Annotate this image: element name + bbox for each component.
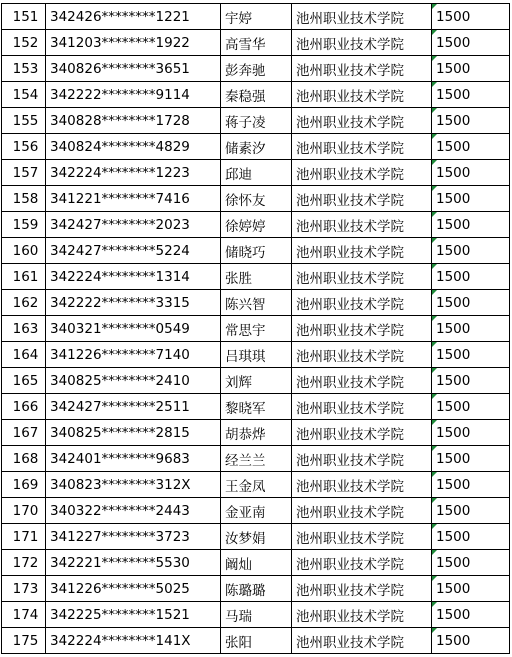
student-name-cell[interactable]: 张阳 xyxy=(221,628,292,654)
school-cell[interactable]: 池州职业技术学院 xyxy=(292,550,432,576)
student-name-cell[interactable]: 吕琪琪 xyxy=(221,342,292,368)
id-number-cell[interactable]: 340823********312X xyxy=(46,472,221,498)
student-name-cell[interactable]: 胡恭烨 xyxy=(221,420,292,446)
student-name-cell[interactable]: 秦稳强 xyxy=(221,82,292,108)
student-name-cell[interactable]: 金亚南 xyxy=(221,498,292,524)
id-number-cell[interactable]: 342222********9114 xyxy=(46,82,221,108)
student-name-cell[interactable]: 蒋子凌 xyxy=(221,108,292,134)
student-name-cell[interactable]: 储素汐 xyxy=(221,134,292,160)
id-number-cell[interactable]: 342224********1314 xyxy=(46,264,221,290)
school-cell[interactable]: 池州职业技术学院 xyxy=(292,30,432,56)
amount-cell[interactable]: 1500 xyxy=(432,82,510,108)
school-cell[interactable]: 池州职业技术学院 xyxy=(292,186,432,212)
id-number-cell[interactable]: 340824********4829 xyxy=(46,134,221,160)
amount-cell[interactable]: 1500 xyxy=(432,186,510,212)
amount-cell[interactable]: 1500 xyxy=(432,628,510,654)
table-row xyxy=(2,160,510,186)
row-index-cell[interactable]: 170 xyxy=(2,498,46,524)
table-row xyxy=(2,238,510,264)
row-index-cell[interactable]: 157 xyxy=(2,160,46,186)
table-row xyxy=(2,56,510,82)
amount-cell[interactable]: 1500 xyxy=(432,4,510,30)
row-index-cell[interactable]: 161 xyxy=(2,264,46,290)
id-number-cell[interactable]: 340321********0549 xyxy=(46,316,221,342)
table-row xyxy=(2,576,510,602)
row-index-cell[interactable]: 175 xyxy=(2,628,46,654)
id-number-cell[interactable]: 341203********1922 xyxy=(46,30,221,56)
amount-cell[interactable]: 1500 xyxy=(432,602,510,628)
student-name-cell[interactable]: 邱迪 xyxy=(221,160,292,186)
recipient-table-body xyxy=(2,4,510,654)
table-row xyxy=(2,446,510,472)
student-name-cell[interactable]: 阚灿 xyxy=(221,550,292,576)
row-index-cell[interactable]: 162 xyxy=(2,290,46,316)
table-row xyxy=(2,628,510,654)
table-row xyxy=(2,316,510,342)
amount-cell[interactable]: 1500 xyxy=(432,316,510,342)
school-cell[interactable]: 池州职业技术学院 xyxy=(292,628,432,654)
table-row xyxy=(2,30,510,56)
school-cell[interactable]: 池州职业技术学院 xyxy=(292,394,432,420)
id-number-cell[interactable]: 340825********2815 xyxy=(46,420,221,446)
school-cell[interactable]: 池州职业技术学院 xyxy=(292,446,432,472)
table-row xyxy=(2,602,510,628)
school-cell[interactable]: 池州职业技术学院 xyxy=(292,238,432,264)
recipient-table xyxy=(1,3,510,654)
school-cell[interactable]: 池州职业技术学院 xyxy=(292,290,432,316)
row-index-cell[interactable]: 152 xyxy=(2,30,46,56)
school-cell[interactable]: 池州职业技术学院 xyxy=(292,472,432,498)
table-row xyxy=(2,420,510,446)
row-index-cell[interactable]: 154 xyxy=(2,82,46,108)
id-number-cell[interactable]: 342427********2511 xyxy=(46,394,221,420)
student-name-cell[interactable]: 高雪华 xyxy=(221,30,292,56)
student-name-cell[interactable]: 经兰兰 xyxy=(221,446,292,472)
amount-cell[interactable]: 1500 xyxy=(432,290,510,316)
row-index-cell[interactable]: 159 xyxy=(2,212,46,238)
student-name-cell[interactable]: 王金凤 xyxy=(221,472,292,498)
table-row xyxy=(2,342,510,368)
row-index-cell[interactable]: 158 xyxy=(2,186,46,212)
school-cell[interactable]: 池州职业技术学院 xyxy=(292,420,432,446)
school-cell[interactable]: 池州职业技术学院 xyxy=(292,368,432,394)
table-row xyxy=(2,550,510,576)
amount-cell[interactable]: 1500 xyxy=(432,30,510,56)
row-index-cell[interactable]: 169 xyxy=(2,472,46,498)
table-row xyxy=(2,394,510,420)
id-number-cell[interactable]: 341227********3723 xyxy=(46,524,221,550)
school-cell[interactable]: 池州职业技术学院 xyxy=(292,82,432,108)
row-index-cell[interactable]: 151 xyxy=(2,4,46,30)
student-name-cell[interactable]: 张胜 xyxy=(221,264,292,290)
table-row xyxy=(2,264,510,290)
id-number-cell[interactable]: 342427********2023 xyxy=(46,212,221,238)
id-number-cell[interactable]: 342401********9683 xyxy=(46,446,221,472)
id-number-cell[interactable]: 342224********1223 xyxy=(46,160,221,186)
id-number-cell[interactable]: 342221********5530 xyxy=(46,550,221,576)
row-index-cell[interactable]: 166 xyxy=(2,394,46,420)
row-index-cell[interactable]: 172 xyxy=(2,550,46,576)
school-cell[interactable]: 池州职业技术学院 xyxy=(292,576,432,602)
amount-cell[interactable]: 1500 xyxy=(432,212,510,238)
id-number-cell[interactable]: 341226********5025 xyxy=(46,576,221,602)
amount-cell[interactable]: 1500 xyxy=(432,576,510,602)
school-cell[interactable]: 池州职业技术学院 xyxy=(292,342,432,368)
school-cell[interactable]: 池州职业技术学院 xyxy=(292,56,432,82)
table-row xyxy=(2,368,510,394)
student-name-cell[interactable]: 黎晓军 xyxy=(221,394,292,420)
row-index-cell[interactable]: 168 xyxy=(2,446,46,472)
amount-cell[interactable]: 1500 xyxy=(432,238,510,264)
id-number-cell[interactable]: 342224********141X xyxy=(46,628,221,654)
amount-cell[interactable]: 1500 xyxy=(432,108,510,134)
school-cell[interactable]: 池州职业技术学院 xyxy=(292,602,432,628)
amount-cell[interactable]: 1500 xyxy=(432,134,510,160)
amount-cell[interactable]: 1500 xyxy=(432,342,510,368)
school-cell[interactable]: 池州职业技术学院 xyxy=(292,498,432,524)
amount-cell[interactable]: 1500 xyxy=(432,394,510,420)
id-number-cell[interactable]: 342426********1221 xyxy=(46,4,221,30)
table-row xyxy=(2,4,510,30)
table-row xyxy=(2,472,510,498)
amount-cell[interactable]: 1500 xyxy=(432,498,510,524)
id-number-cell[interactable]: 340825********2410 xyxy=(46,368,221,394)
amount-cell[interactable]: 1500 xyxy=(432,160,510,186)
school-cell[interactable]: 池州职业技术学院 xyxy=(292,108,432,134)
table-row xyxy=(2,108,510,134)
row-index-cell[interactable]: 173 xyxy=(2,576,46,602)
row-index-cell[interactable]: 160 xyxy=(2,238,46,264)
student-name-cell[interactable]: 彭奔驰 xyxy=(221,56,292,82)
school-cell[interactable]: 池州职业技术学院 xyxy=(292,212,432,238)
amount-cell[interactable]: 1500 xyxy=(432,56,510,82)
id-number-cell[interactable]: 340828********1728 xyxy=(46,108,221,134)
student-name-cell[interactable]: 刘辉 xyxy=(221,368,292,394)
row-index-cell[interactable]: 171 xyxy=(2,524,46,550)
student-name-cell[interactable]: 常思宇 xyxy=(221,316,292,342)
id-number-cell[interactable]: 340826********3651 xyxy=(46,56,221,82)
table-row xyxy=(2,498,510,524)
row-index-cell[interactable]: 165 xyxy=(2,368,46,394)
table-row xyxy=(2,290,510,316)
student-name-cell[interactable]: 徐婷婷 xyxy=(221,212,292,238)
amount-cell[interactable]: 1500 xyxy=(432,524,510,550)
id-number-cell[interactable]: 342222********3315 xyxy=(46,290,221,316)
amount-cell[interactable]: 1500 xyxy=(432,264,510,290)
row-index-cell[interactable]: 155 xyxy=(2,108,46,134)
school-cell[interactable]: 池州职业技术学院 xyxy=(292,4,432,30)
amount-cell[interactable]: 1500 xyxy=(432,472,510,498)
table-row xyxy=(2,186,510,212)
row-index-cell[interactable]: 163 xyxy=(2,316,46,342)
id-number-cell[interactable]: 341221********7416 xyxy=(46,186,221,212)
id-number-cell[interactable]: 341226********7140 xyxy=(46,342,221,368)
row-index-cell[interactable]: 156 xyxy=(2,134,46,160)
id-number-cell[interactable]: 342427********5224 xyxy=(46,238,221,264)
row-index-cell[interactable]: 153 xyxy=(2,56,46,82)
row-index-cell[interactable]: 174 xyxy=(2,602,46,628)
school-cell[interactable]: 池州职业技术学院 xyxy=(292,524,432,550)
row-index-cell[interactable]: 167 xyxy=(2,420,46,446)
student-name-cell[interactable]: 储晓巧 xyxy=(221,238,292,264)
student-name-cell[interactable]: 马瑞 xyxy=(221,602,292,628)
school-cell[interactable]: 池州职业技术学院 xyxy=(292,160,432,186)
student-name-cell[interactable]: 陈璐璐 xyxy=(221,576,292,602)
school-cell[interactable]: 池州职业技术学院 xyxy=(292,264,432,290)
table-row xyxy=(2,134,510,160)
table-row xyxy=(2,212,510,238)
school-cell[interactable]: 池州职业技术学院 xyxy=(292,316,432,342)
student-name-cell[interactable]: 徐怀友 xyxy=(221,186,292,212)
student-name-cell[interactable]: 陈兴智 xyxy=(221,290,292,316)
student-name-cell[interactable]: 宇婷 xyxy=(221,4,292,30)
school-cell[interactable]: 池州职业技术学院 xyxy=(292,134,432,160)
row-index-cell[interactable]: 164 xyxy=(2,342,46,368)
id-number-cell[interactable]: 340322********2443 xyxy=(46,498,221,524)
amount-cell[interactable]: 1500 xyxy=(432,550,510,576)
id-number-cell[interactable]: 342225********1521 xyxy=(46,602,221,628)
amount-cell[interactable]: 1500 xyxy=(432,420,510,446)
amount-cell[interactable]: 1500 xyxy=(432,446,510,472)
student-name-cell[interactable]: 汝梦娟 xyxy=(221,524,292,550)
amount-cell[interactable]: 1500 xyxy=(432,368,510,394)
table-row xyxy=(2,524,510,550)
table-row xyxy=(2,82,510,108)
